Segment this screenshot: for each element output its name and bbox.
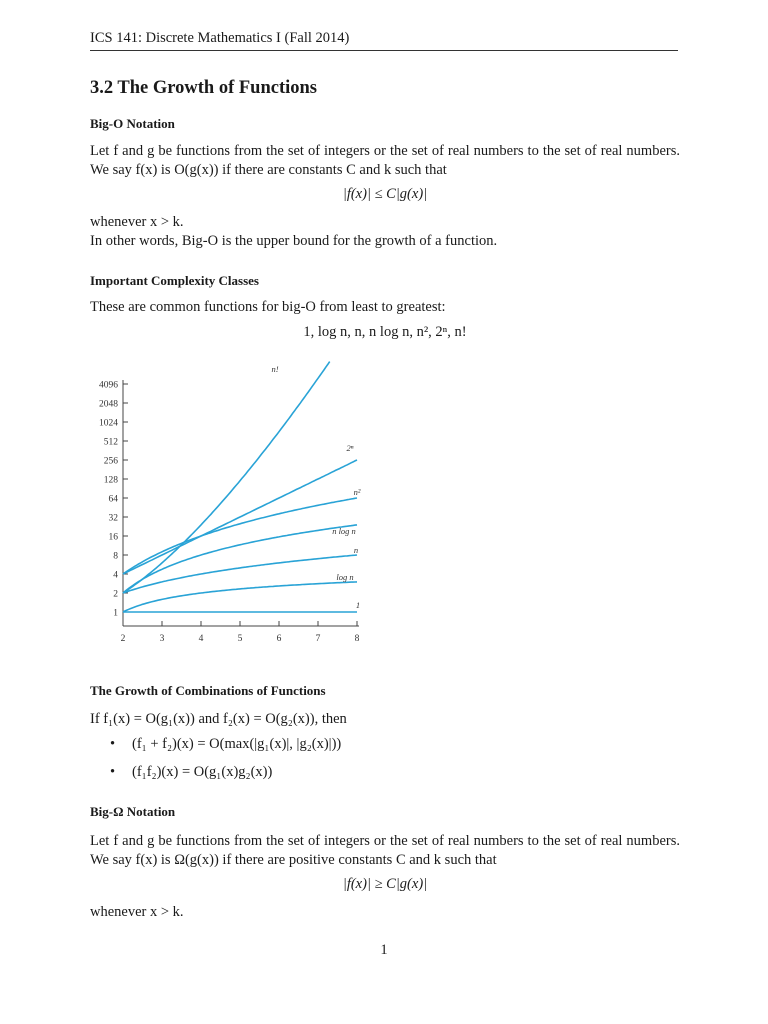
- y-tick-label: 512: [103, 437, 118, 448]
- big-omega-formula: |f(x)| ≥ C|g(x)|: [342, 876, 428, 892]
- x-tick-label: 7: [315, 634, 321, 644]
- bullet-icon: •: [110, 736, 116, 752]
- series-label-n-2: n²: [353, 487, 361, 497]
- bullet-icon: •: [110, 764, 116, 780]
- section-title: 3.2 The Growth of Functions: [90, 78, 317, 98]
- y-tick-label: 4096: [99, 380, 118, 391]
- chart-axes: [99, 380, 360, 644]
- y-tick-label: 1024: [99, 418, 118, 429]
- y-tick-label: 2: [113, 589, 118, 600]
- page-header: ICS 141: Discrete Mathematics I (Fall 2014): [90, 30, 350, 46]
- x-tick-label: 2: [120, 634, 126, 644]
- big-o-heading: Big-O Notation: [90, 116, 175, 131]
- x-tick-label: 3: [159, 634, 165, 644]
- combinations-heading: The Growth of Combinations of Functions: [90, 683, 326, 698]
- big-o-whenever: whenever x > k.: [90, 214, 184, 230]
- x-tick-label: 8: [354, 634, 360, 644]
- chart-lines: [123, 362, 357, 612]
- series-label-n-log-n: n log n: [332, 526, 356, 536]
- y-tick-label: 16: [108, 532, 118, 543]
- y-tick-label: 256: [103, 456, 118, 467]
- x-tick-label: 6: [276, 634, 282, 644]
- big-o-formula: |f(x)| ≤ C|g(x)|: [342, 186, 428, 202]
- chart-labels: [271, 364, 360, 610]
- big-omega-heading: Big-Ω Notation: [90, 804, 176, 819]
- y-tick-label: 8: [113, 551, 118, 562]
- series-line-n: [123, 555, 357, 593]
- y-tick-label: 64: [108, 494, 118, 505]
- growth-chart: [0, 350, 768, 660]
- y-tick-label: 2048: [99, 399, 118, 410]
- series-line-n-2: [123, 498, 357, 574]
- complexity-list: 1, log n, n, n log n, n², 2ⁿ, n!: [303, 324, 467, 340]
- series-label-1: 1: [355, 600, 361, 610]
- y-tick-label: 32: [108, 513, 118, 524]
- big-o-definition: Let f and g be functions from the set of integers or the set of real numbers to the set of real numbers. We say f(x) is O(g(x)) if there are constants C and k such that: [90, 143, 680, 178]
- series-label-log-n: log n: [336, 572, 354, 582]
- series-label-n: n: [353, 545, 359, 555]
- complexity-heading: Important Complexity Classes: [90, 273, 259, 288]
- bullet-text: (f₁ + f₂)(x) = O(max(|g₁(x)|, |g₂(x)|)): [132, 736, 342, 752]
- y-tick-label: 128: [103, 475, 118, 486]
- big-o-explanation: In other words, Big-O is the upper bound for the growth of a function.: [90, 233, 498, 249]
- combination-bullet-product: [110, 764, 272, 781]
- big-omega-definition: Let f and g be functions from the set of integers or the set of real numbers to the set of real numbers. We say f(x) is Ω(g(x)) if there are positive constants C and k such that: [90, 833, 680, 868]
- combination-bullet-sum: [110, 736, 341, 753]
- y-tick-label: 1: [113, 608, 118, 619]
- header-rule: [90, 50, 678, 51]
- complexity-intro: These are common functions for big-O from least to greatest:: [90, 299, 446, 315]
- y-tick-label: 4: [113, 570, 118, 581]
- series-label-n-: n!: [271, 364, 279, 374]
- big-omega-whenever: whenever x > k.: [90, 904, 184, 920]
- x-tick-label: 5: [237, 634, 243, 644]
- combinations-intro: If f₁(x) = O(g₁(x)) and f₂(x) = O(g₂(x)), then: [90, 711, 347, 727]
- series-line-log-n: [123, 582, 357, 612]
- x-tick-label: 4: [198, 634, 204, 644]
- series-label-2-n: 2ⁿ: [346, 443, 354, 453]
- bullet-text: (f₁f₂)(x) = O(g₁(x)g₂(x)): [132, 764, 273, 780]
- page-number: 1: [380, 942, 388, 958]
